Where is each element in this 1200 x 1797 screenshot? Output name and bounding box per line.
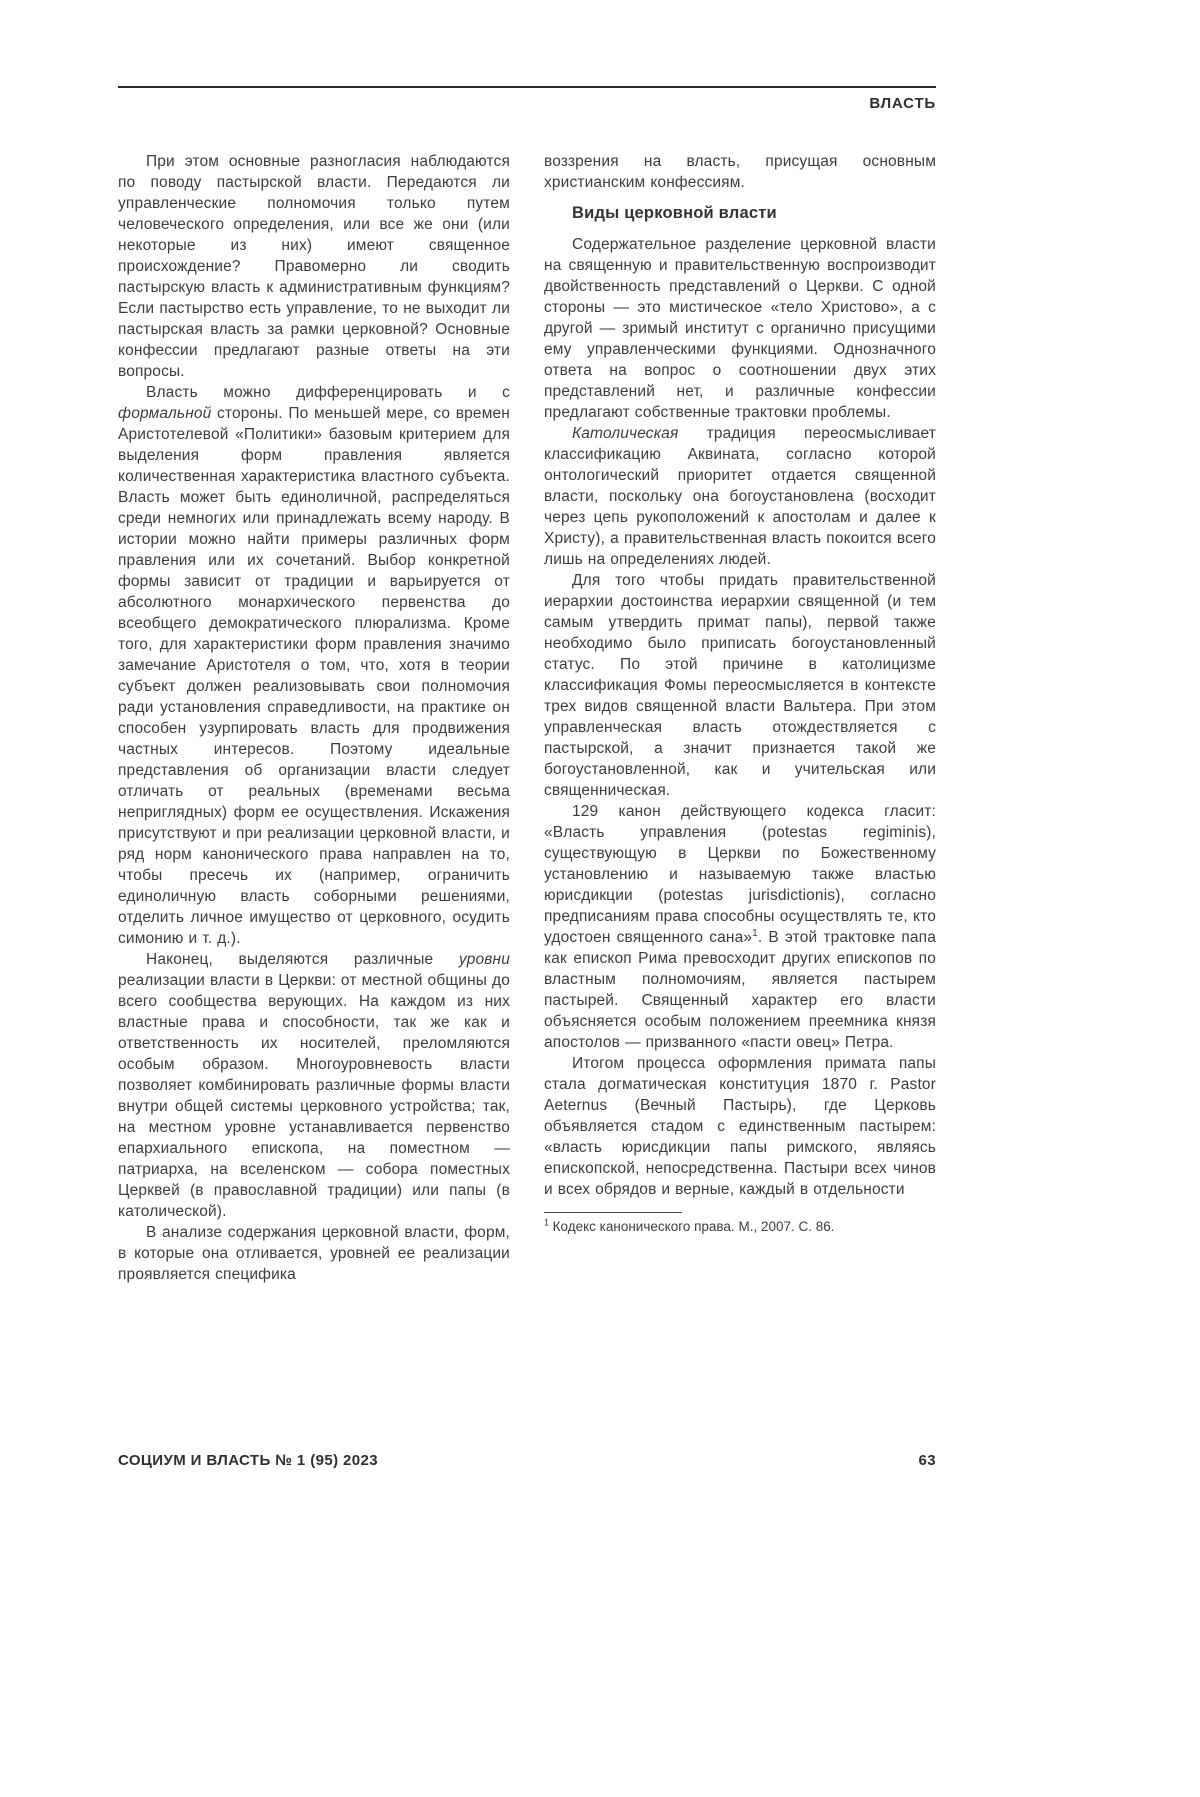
text-run: реализации власти в Церкви: от местной общины до всего сообщества верующих. На каждом из них властные права и способности, так же как и ответственность их носителей, преломляются особым образом. Многоуровневость власти позволяет комбинировать различные формы власти внутри общей системы церковного устройства; так, на местном уровне устанавливается первенство епархиального епископа, на поместном — патриарха, на вселенском — собора поместных Церквей (в православной традиции) или папы (в католической). xyxy=(118,972,510,1220)
left-column xyxy=(118,151,510,1285)
page-number: 63 xyxy=(918,1452,936,1469)
page-footer xyxy=(118,1452,936,1469)
paragraph xyxy=(544,1053,936,1200)
text-run: традиция переосмысливает классификацию Аквината, согласно которой онтологический приоритет отдается священной власти, поскольку она богоустановлена (восходит через цепь рукоположений к апостолам и далее к Христу), а правительственная власть покоится всего лишь на определениях людей. xyxy=(544,425,936,568)
footnote xyxy=(544,1212,936,1236)
right-column-text xyxy=(544,151,936,1200)
text-run: При этом основные разногласия наблюдаются по поводу пастырской власти. Передаются ли управленческие полномочия только путем человеческого определения, или все же они (или некоторые из них) имеют священное происхождение? Правомерно ли сводить пастырскую власть к административным функциям? Если пастырство есть управление, то не выходит ли пастырская власть за рамки церковной? Основные конфессии предлагают разные ответы на эти вопросы. xyxy=(118,153,510,380)
text-run: стороны. По меньшей мере, со времен Аристотелевой «Политики» базовым критерием для выделения форм правления является количественная характеристика властного субъекта. Власть может быть единоличной, распределяться среди немногих или принадлежать всему народу. В истории можно найти примеры различных форм правления или их сочетаний. Выбор конкретной формы зависит от традиции и варьируется от абсолютного монархического первенства до всеобщего демократического плюрализма. Кроме того, для характеристики форм правления значимо замечание Аристотеля о том, что, хотя в теории субъект должен реализовывать свои полномочия ради установления справедливости, на практике он способен узурпировать власть для продвижения частных интересов. Поэтому идеальные представления об организации власти следует отличать от реальных (временами весьма неприглядных) форм ее осуществления. Искажения присутствуют и при реализации церковной власти, и ряд норм канонического права направлен на то, чтобы пресечь их (например, ограничить единоличную власть соборными решениями, отделить личное имущество от церковного, осудить симонию и т. д.). xyxy=(118,405,510,947)
text-run: Содержательное разделение церковной власти на священную и правительственную воспроизводит двойственность представлений о Церкви. С одной стороны — это мистическое «тело Христово», а с другой — зримый институт с органично присущими ему управленческими функциями. Однозначного ответа на вопрос о соотношении двух этих представлений нет, и различные конфессии предлагают собственные трактовки проблемы. xyxy=(544,236,936,421)
paragraph xyxy=(118,949,510,1222)
text-run: . В этой трактовке папа как епископ Рима превосходит других епископов по властным полномочиям, является пастырем пастырей. Священный характер его власти объясняется особым положением преемника князя апостолов — призванного «пасти овец» Петра. xyxy=(544,929,936,1051)
content-frame xyxy=(118,86,936,1285)
article-body xyxy=(118,151,936,1285)
text-run: Итогом процесса оформления примата папы стала догматическая конституция 1870 г. Pastor Aeternus (Вечный Пастырь), где Церковь объявляется стадом с единственным пастырем: «власть юрисдикции папы римского, являясь епископской, непосредственна. Пастыри всех чинов и всех обрядов и верные, каждый в отдельности xyxy=(544,1055,936,1198)
footnote-marker: 1 xyxy=(544,1217,549,1228)
emphasized-text: уровни xyxy=(458,951,510,968)
text-run: В анализе содержания церковной власти, форм, в которые она отливается, уровней ее реализации проявляется специфика xyxy=(118,1224,510,1283)
paragraph xyxy=(118,1222,510,1285)
paragraph xyxy=(118,151,510,382)
page-header xyxy=(118,86,936,117)
journal-title: СОЦИУМ И ВЛАСТЬ № 1 (95) 2023 xyxy=(118,1452,379,1469)
paragraph xyxy=(544,423,936,570)
text-run: Власть можно дифференцировать и с xyxy=(146,384,510,401)
paragraph xyxy=(544,151,936,193)
section-heading: Виды церковной власти xyxy=(572,204,777,222)
text-run: Наконец, выделяются различные xyxy=(146,951,459,968)
footnote-text xyxy=(544,1218,936,1236)
paragraph xyxy=(544,570,936,801)
right-column xyxy=(544,151,936,1285)
text-run: 129 канон действующего кодекса гласит: «Власть управления (potestas regiminis), существующую в Церкви по Божественному установлению и называемую также властью юрисдикции (potestas jurisdictionis), согласно предписаниям права способны осуществлять те, кто удостоен священного сана» xyxy=(544,803,936,946)
rubric-title: ВЛАСТЬ xyxy=(869,95,936,112)
footnote-citation: Кодекс канонического права. М., 2007. С. 86. xyxy=(552,1219,835,1234)
footnote-separator xyxy=(544,1212,682,1213)
emphasized-text: формальной xyxy=(118,405,212,422)
paragraph xyxy=(544,234,936,423)
paragraph xyxy=(118,382,510,949)
paragraph xyxy=(544,801,936,1053)
text-run: Для того чтобы придать правительственной иерархии достоинства иерархии священной (и тем самым утвердить примат папы), первой также необходимо было приписать богоустановленный статус. По этой причине в католицизме классификация Фомы переосмысляется в контексте трех видов священной власти Вальтера. При этом управленческая власть отождествляется с пастырской, а значит признается такой же богоустановленной, как и учительская или священническая. xyxy=(544,572,936,799)
emphasized-text: Католическая xyxy=(572,425,679,442)
text-run: воззрения на власть, присущая основным христианским конфессиям. xyxy=(544,153,936,191)
footnote-ref: 1 xyxy=(752,927,758,939)
